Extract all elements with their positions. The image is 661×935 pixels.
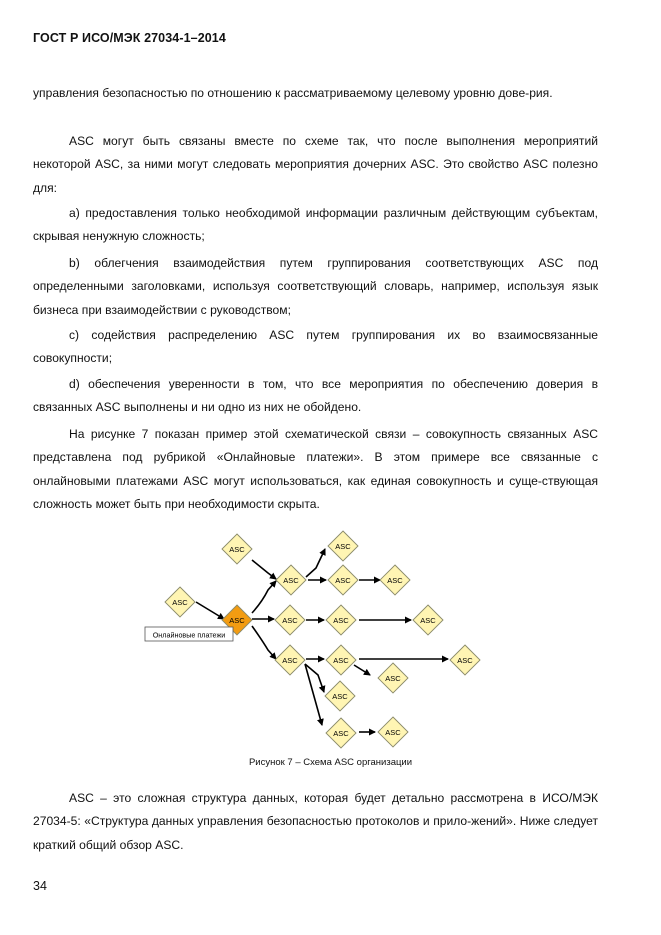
asc-node-label: ASC <box>335 541 351 551</box>
edge <box>252 560 276 579</box>
asc-node <box>326 718 356 748</box>
asc-node <box>326 605 356 635</box>
edge <box>252 626 276 659</box>
asc-node-label: ASC <box>333 655 349 665</box>
asc-node-label: ASC <box>333 615 349 625</box>
paragraph-4: b) облегчения взаимодействия путем группирования соответствующих ASC под определенными заголовками, используя соответствующий словарь, например, используя язык бизнеса при взаимодействии с руководством; <box>33 256 598 317</box>
edge <box>305 664 324 692</box>
asc-node-label: ASC <box>229 615 245 625</box>
asc-node <box>325 681 355 711</box>
asc-node <box>328 531 358 561</box>
page-number: 34 <box>33 879 47 893</box>
edge <box>252 581 276 613</box>
online-payments-label <box>145 627 233 641</box>
asc-node <box>380 565 410 595</box>
asc-node-label: ASC <box>229 544 245 554</box>
asc-node-label: ASC <box>420 615 436 625</box>
asc-node-label: ASC <box>385 673 401 683</box>
asc-node-label: ASC <box>172 597 188 607</box>
paragraph-3: а) предоставления только необходимой информации различным действующим субъектам, скрывая ненужную сложность; <box>33 206 598 244</box>
edge <box>354 665 370 675</box>
paragraph-5: c) содействия распределению ASC путем группирования их во взаимосвязанные совокупности; <box>33 328 598 366</box>
online-payments-text: Онлайновые платежи <box>152 630 226 640</box>
edge <box>196 602 224 619</box>
paragraph-2: ASC могут быть связаны вместе по схеме так, что после выполнения мероприятий некоторой ASC, за ними могут следовать мероприятия дочерних ASC. Это свойство ASC полезно для: <box>33 134 598 195</box>
asc-node <box>275 605 305 635</box>
asc-node-label: ASC <box>332 691 348 701</box>
figure-caption: Рисунок 7 – Схема ASC организации <box>248 757 413 768</box>
paragraph-1: управления безопасностью по отношению к рассматриваемому целевому уровню дове-рия. <box>33 86 553 100</box>
asc-node <box>450 645 480 675</box>
asc-node-label: ASC <box>333 728 349 738</box>
asc-node <box>413 605 443 635</box>
asc-node-label: ASC <box>335 575 351 585</box>
paragraph-8: ASC – это сложная структура данных, которая будет детально рассмотрена в ИСО/МЭК 27034-5: «Структура данных управления безопасностью протоколов и прило-жений». Ниже следует краткий общий обзор ASC. <box>33 791 598 852</box>
asc-node-label: ASC <box>283 575 299 585</box>
asc-node <box>222 534 252 564</box>
asc-diagram <box>140 525 490 755</box>
asc-node-label: ASC <box>282 655 298 665</box>
paragraph-7: На рисунке 7 показан пример этой схематической связи – совокупность связанных ASC представлена под рубрикой «Онлайновые платежи». В этом примере все связанные с онлайновыми платежами ASC могут использоваться, как единая совокупность и суще-ствующая сложность может быть при необходимости скрыта. <box>33 427 598 511</box>
asc-node <box>276 565 306 595</box>
asc-node <box>328 565 358 595</box>
edge <box>305 664 322 725</box>
asc-node <box>275 645 305 675</box>
asc-node-label: ASC <box>457 655 473 665</box>
asc-node <box>326 645 356 675</box>
asc-node-label: ASC <box>385 727 401 737</box>
asc-node <box>378 717 408 747</box>
edge <box>306 549 325 577</box>
paragraph-6: d) обеспечения уверенности в том, что все мероприятия по обеспечению доверия в связанных ASC выполнены и ни одно из них не обойдено. <box>33 377 598 415</box>
asc-node-label: ASC <box>282 615 298 625</box>
asc-node <box>165 587 195 617</box>
document-header: ГОСТ Р ИСО/МЭК 27034-1–2014 <box>33 31 226 45</box>
asc-node-label: ASC <box>387 575 403 585</box>
asc-node <box>378 663 408 693</box>
